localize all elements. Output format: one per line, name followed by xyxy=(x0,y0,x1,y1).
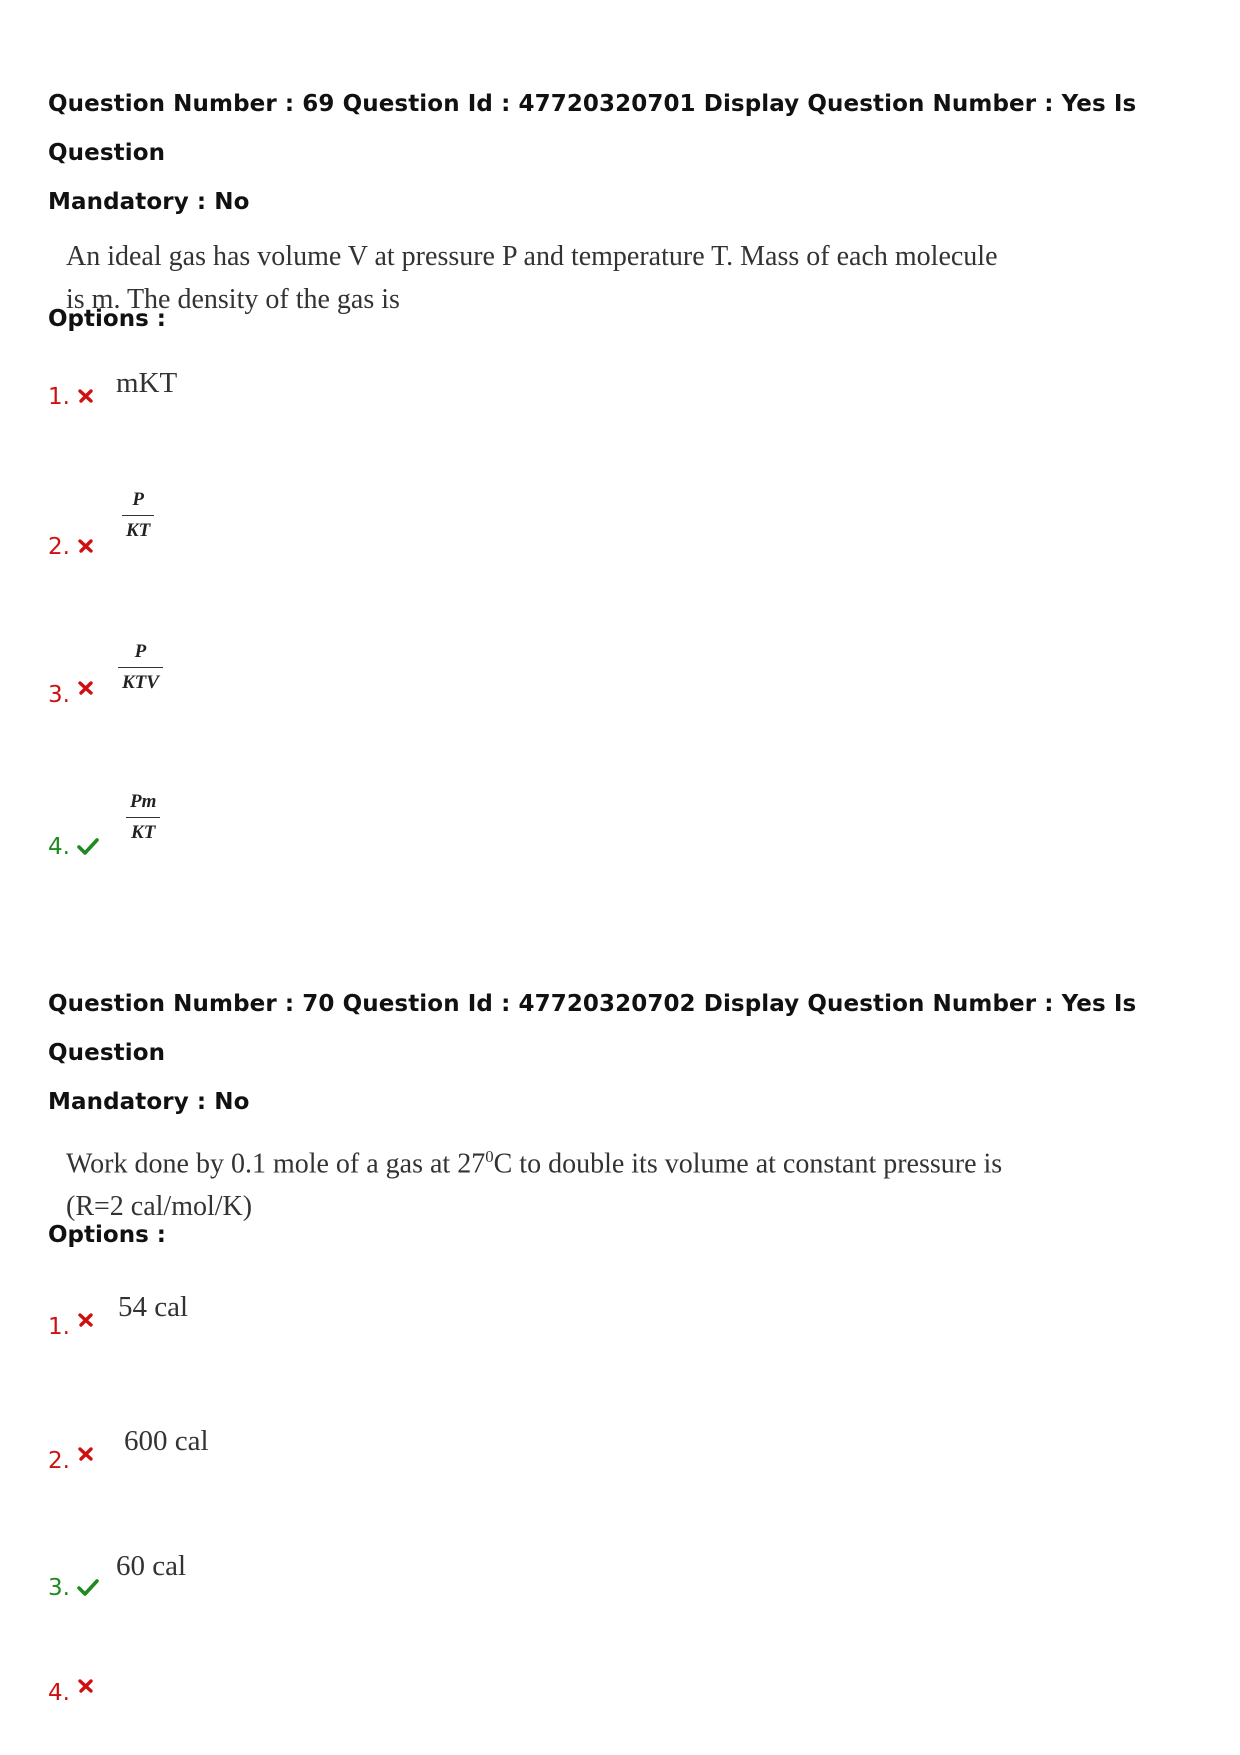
cross-icon xyxy=(76,536,96,556)
fraction-numerator: P xyxy=(132,488,144,510)
question-text-line2: is m. The density of the gas is xyxy=(66,284,400,315)
cross-icon xyxy=(76,386,96,406)
question-header-line1: Question Number : 70 Question Id : 47720320702 Display Question Number : Yes Is Question xyxy=(48,991,1137,1066)
option-3 xyxy=(48,640,648,708)
option-value: 54 cal xyxy=(118,1291,189,1323)
option-number: 4. xyxy=(48,1680,70,1706)
superscript: 0 xyxy=(485,1147,494,1166)
option-2 xyxy=(48,488,648,560)
fraction-denominator: KT xyxy=(131,822,156,843)
option-number: 2. xyxy=(48,1448,70,1474)
question-text-line2: (R=2 cal/mol/K) xyxy=(66,1191,253,1223)
option-value: 600 cal xyxy=(124,1425,209,1457)
options-label: Options : xyxy=(48,306,166,332)
option-number: 1. xyxy=(48,384,70,410)
question-text xyxy=(66,235,1208,321)
question-69 xyxy=(48,80,1208,321)
option-1 xyxy=(48,350,648,410)
option-1 xyxy=(48,1280,648,1340)
question-text xyxy=(66,1135,1208,1228)
question-header-line2: Mandatory : No xyxy=(48,1089,250,1115)
option-number: 4. xyxy=(48,834,70,860)
option-4 xyxy=(48,1646,648,1706)
option-number: 1. xyxy=(48,1314,70,1340)
option-value: mKT xyxy=(116,367,178,399)
question-text-line1: An ideal gas has volume V at pressure P and temperature T. Mass of each molecule xyxy=(66,241,998,272)
option-number: 2. xyxy=(48,534,70,560)
option-fraction xyxy=(122,489,154,543)
cross-icon xyxy=(76,1676,96,1696)
question-header-line1: Question Number : 69 Question Id : 47720320701 Display Question Number : Yes Is Question xyxy=(48,91,1137,166)
option-number: 3. xyxy=(48,1575,70,1601)
cross-icon xyxy=(76,1310,96,1330)
question-70 xyxy=(48,980,1208,1228)
option-4 xyxy=(48,790,648,860)
option-2 xyxy=(48,1414,648,1474)
fraction-denominator: KTV xyxy=(122,672,159,693)
question-header-line2: Mandatory : No xyxy=(48,189,250,215)
check-icon xyxy=(76,1577,100,1597)
fraction-numerator: P xyxy=(134,640,147,662)
text-segment: Work done by 0.1 mole of a gas at 27 xyxy=(66,1148,486,1180)
check-icon xyxy=(76,836,100,856)
cross-icon xyxy=(76,678,96,698)
option-3 xyxy=(48,1541,648,1601)
cross-icon xyxy=(76,1444,96,1464)
option-number: 3. xyxy=(48,682,70,708)
question-text-line1 xyxy=(66,1135,1208,1185)
options-label: Options : xyxy=(48,1222,166,1248)
fraction-numerator: Pm xyxy=(130,790,157,812)
option-fraction xyxy=(126,791,160,845)
option-fraction xyxy=(118,641,163,695)
text-segment: C to double its volume at constant pressure is xyxy=(493,1148,1003,1180)
fraction-denominator: KT xyxy=(126,520,151,541)
option-value: 60 cal xyxy=(116,1550,187,1582)
